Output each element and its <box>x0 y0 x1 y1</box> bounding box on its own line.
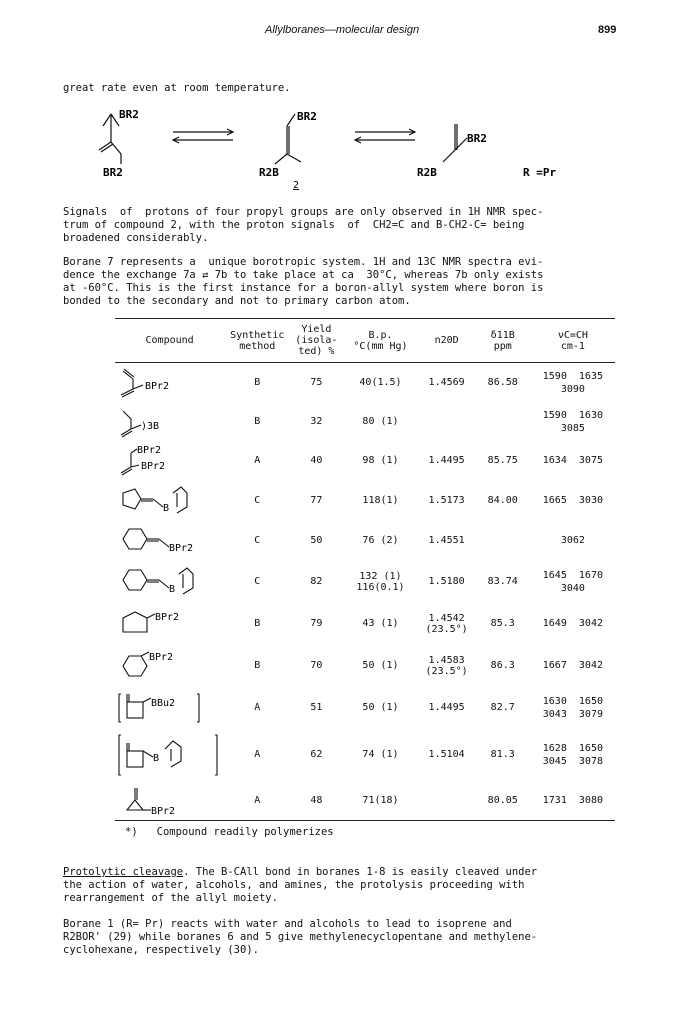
col-ir: νC=CH cm-1 <box>557 329 588 352</box>
table-row <box>115 729 615 781</box>
ir-cell: 1634 3075 <box>542 455 603 466</box>
structure-label: B <box>153 752 160 764</box>
structure-drawing <box>117 690 217 726</box>
method-cell: C <box>254 576 261 587</box>
structure-cell <box>115 441 224 481</box>
b11-cell: 85.75 <box>487 455 518 466</box>
table-row <box>115 441 615 481</box>
scheme-compound-number: 2 <box>293 180 300 191</box>
nd-cell: 1.4583 (23.5°) <box>425 654 468 677</box>
table-footnote <box>125 826 525 839</box>
bp-cell: 71(18) <box>362 794 399 806</box>
yield-cell: 48 <box>310 794 323 806</box>
structure-label: BPr2 <box>155 611 180 623</box>
bp-cell: 98 (1) <box>362 455 399 466</box>
structure-label: )3B <box>141 420 160 432</box>
property-table <box>115 318 615 823</box>
b11-cell <box>475 403 531 441</box>
structure-drawing <box>117 405 217 439</box>
page-number: 899 <box>598 24 617 36</box>
structure-cell <box>115 403 224 441</box>
footnote-mark: *) <box>125 826 138 838</box>
structure-drawing <box>117 365 217 401</box>
yield-cell: 32 <box>310 416 323 427</box>
structure-drawing <box>117 443 217 479</box>
paragraph-signals: Signals of protons of four propyl groups are only observed in 1H NMR spec- trum of compound 2, with the proton signals of CH2=C and B-CH2-C= being broadened considerably. <box>63 206 544 244</box>
structure-cell <box>115 781 224 821</box>
structure-cell <box>115 645 224 687</box>
footnote-text: Compound readily polymerizes <box>156 826 334 838</box>
method-cell: C <box>254 495 261 506</box>
scheme-label-br2-a: BR2 <box>119 108 139 121</box>
nd-cell: 1.5180 <box>428 576 465 587</box>
b11-cell <box>475 521 531 561</box>
structure-cell <box>115 729 224 781</box>
table-bottom-rule <box>115 821 615 823</box>
structure-cell <box>115 603 224 645</box>
paragraph-borane-7: Borane 7 represents a unique borotropic system. 1H and 13C NMR spectra evi- dence the exchange 7a ⇄ 7b to take place at ca 30°C, whereas 7b only exists at -60°C. This is the first instance for a boron-allyl system where boron is bonded to the secondary and not to primary carbon atom. <box>63 256 544 307</box>
protolytic-text: . The B-CAll bond in boranes 1-8 is easily cleaved under the action of water, alcohols, and amines, the protolysis proceeding with rearrangement of the allyl moiety. <box>63 866 538 904</box>
structure-cell <box>115 521 224 561</box>
intro-line: great rate even at room temperature. <box>63 82 291 94</box>
structure-label: BPr2 <box>145 380 170 392</box>
scheme-label-br2-b: BR2 <box>103 166 123 179</box>
yield-cell: 51 <box>310 702 323 713</box>
reaction-scheme <box>63 98 623 198</box>
bp-cell: 80 (1) <box>362 416 399 427</box>
b11-cell: 86.58 <box>487 377 518 389</box>
structure-cell <box>115 687 224 729</box>
table-row <box>115 781 615 821</box>
scheme-label-r2b-a: R2B <box>259 166 279 179</box>
structure-drawing <box>117 731 221 779</box>
structure-label: B <box>163 502 170 514</box>
yield-cell: 50 <box>310 535 323 546</box>
yield-cell: 75 <box>310 377 323 389</box>
method-cell: B <box>254 660 261 671</box>
yield-cell: 79 <box>310 618 323 629</box>
bp-cell: 40(1.5) <box>359 377 402 389</box>
running-head <box>0 24 679 40</box>
method-cell: C <box>254 535 261 546</box>
protolytic-heading: Protolytic cleavage <box>63 866 184 878</box>
table-row <box>115 603 615 645</box>
nd-cell <box>419 403 475 441</box>
method-cell: A <box>254 702 261 713</box>
table-row <box>115 403 615 441</box>
bp-cell: 76 (2) <box>362 535 399 546</box>
table-row <box>115 687 615 729</box>
method-cell: A <box>254 794 261 806</box>
structure-label-b: BPr2 <box>141 460 166 472</box>
ir-cell: 1630 1650 3043 3079 <box>542 695 603 720</box>
ir-cell: 1628 1650 3045 3078 <box>542 742 603 767</box>
col-compound: Compound <box>145 335 194 346</box>
col-b11: δ11B ppm <box>490 329 515 352</box>
ir-cell: 1649 3042 <box>542 618 603 629</box>
scheme-label-br2-d: BR2 <box>467 132 487 145</box>
scheme-label-r2b-b: R2B <box>417 166 437 179</box>
ir-cell: 1645 1670 3040 <box>542 569 603 594</box>
ir-cell: 1665 3030 <box>542 495 603 506</box>
bp-cell: 118(1) <box>362 495 399 506</box>
structure-label: BBu2 <box>151 697 176 709</box>
method-cell: A <box>254 455 261 466</box>
paragraph-borane-1: Borane 1 (R= Pr) reacts with water and alcohols to lead to isoprene and R2BOR' (29) while boranes 6 and 5 give methylenecyclopentane and methylene- cyclohexane, respectively (30). <box>63 918 538 956</box>
ir-cell: 3062 <box>560 535 585 546</box>
table-row <box>115 521 615 561</box>
yield-cell: 82 <box>310 576 323 587</box>
table-row <box>115 363 615 403</box>
structure-label: BPr2 <box>169 542 194 554</box>
bp-cell: 132 (1) 116(0.1) <box>356 570 405 593</box>
method-cell: A <box>254 749 261 760</box>
structure-drawing <box>117 648 217 684</box>
col-bp: B.p. °C(mm Hg) <box>353 329 408 352</box>
structure-cell <box>115 363 224 403</box>
ir-cell: 1590 1630 3085 <box>542 409 603 434</box>
bp-cell: 43 (1) <box>362 618 399 629</box>
b11-cell: 80.05 <box>487 794 518 806</box>
structure-drawing <box>117 483 217 519</box>
col-nd: n20D <box>434 335 459 346</box>
yield-cell: 70 <box>310 660 323 671</box>
table-row <box>115 561 615 603</box>
scheme-label-br2-c: BR2 <box>297 110 317 123</box>
nd-cell: 1.4542 (23.5°) <box>425 612 468 635</box>
method-cell: B <box>254 377 261 389</box>
structure-drawing <box>117 564 217 600</box>
yield-cell: 77 <box>310 495 323 506</box>
ir-cell: 1590 1635 3090 <box>542 370 603 395</box>
nd-cell: 1.5104 <box>428 749 465 760</box>
yield-cell: 40 <box>310 455 323 466</box>
structure-label: B <box>169 583 176 595</box>
ir-cell: 1667 3042 <box>542 660 603 671</box>
method-cell: B <box>254 416 261 427</box>
col-yield: Yield (isola- ted) % <box>295 324 338 357</box>
structure-cell <box>115 561 224 603</box>
b11-cell: 86.3 <box>490 660 515 671</box>
running-title: Allylboranes—molecular design <box>265 24 420 36</box>
b11-cell: 81.3 <box>490 749 515 760</box>
nd-cell: 1.4569 <box>428 377 465 389</box>
bp-cell: 50 (1) <box>362 702 399 713</box>
structure-label: BPr2 <box>151 806 176 818</box>
yield-cell: 62 <box>310 749 323 760</box>
bp-cell: 74 (1) <box>362 749 399 760</box>
scheme-r-definition: R =Pr <box>523 166 557 179</box>
structure-drawing <box>117 606 217 642</box>
nd-cell: 1.5173 <box>428 495 465 506</box>
structure-label-a: BPr2 <box>137 444 162 456</box>
structure-cell <box>115 481 224 521</box>
b11-cell: 83.74 <box>487 576 518 587</box>
structure-drawing <box>117 782 217 818</box>
nd-cell: 1.4551 <box>428 535 465 546</box>
table-row <box>115 645 615 687</box>
bp-cell: 50 (1) <box>362 660 399 671</box>
b11-cell: 85.3 <box>490 618 515 629</box>
nd-cell <box>419 781 475 821</box>
method-cell: B <box>254 618 261 629</box>
table-row <box>115 481 615 521</box>
nd-cell: 1.4495 <box>428 702 465 713</box>
scheme-drawing <box>63 98 623 198</box>
nd-cell: 1.4495 <box>428 455 465 466</box>
paragraph-protolytic <box>63 866 623 905</box>
b11-cell: 82.7 <box>490 702 515 713</box>
structure-label: BPr2 <box>149 651 174 663</box>
b11-cell: 84.00 <box>487 495 518 506</box>
ir-cell: 1731 3080 <box>542 794 603 806</box>
col-method: Synthetic method <box>230 329 285 352</box>
structure-drawing <box>117 523 217 559</box>
